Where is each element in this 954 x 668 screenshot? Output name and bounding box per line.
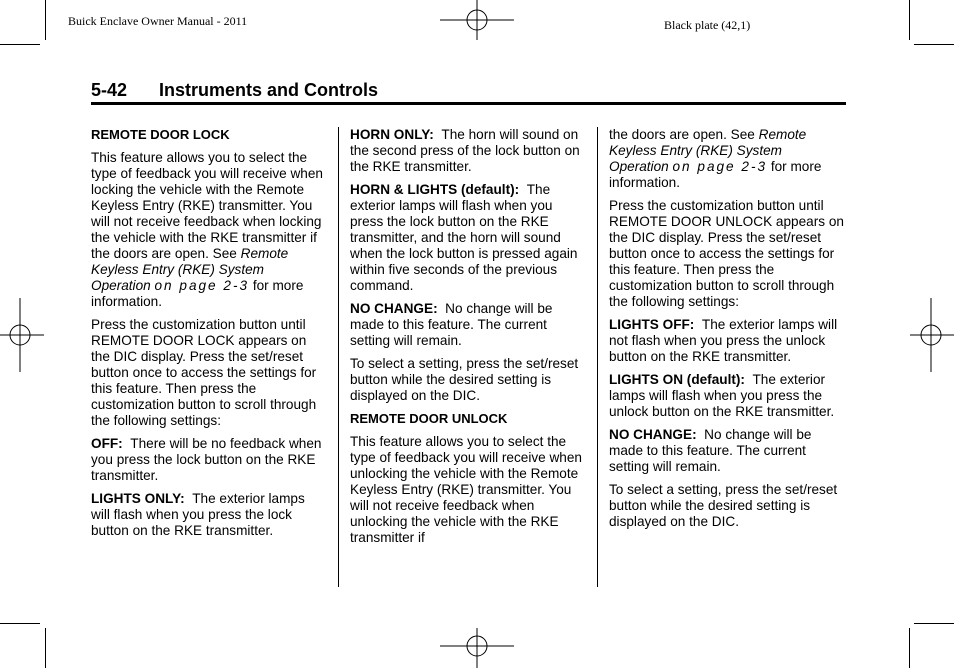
setting-text: The exterior lamps will flash when you press the unlock button on the RKE transmitter.	[609, 372, 835, 419]
cross-reference: Remote Keyless Entry (RKE) System Operation	[609, 127, 807, 174]
setting-text: There will be no feedback when you press the lock button on the RKE transmitter.	[91, 436, 322, 483]
setting-off	[91, 436, 327, 484]
heading-remote-door-lock: REMOTE DOOR LOCK	[91, 127, 230, 142]
registration-mark-icon	[0, 298, 44, 372]
paragraph: To select a setting, press the set/reset button while the desired setting is displayed on the DIC.	[609, 482, 838, 529]
setting-lights-off	[609, 317, 845, 365]
setting-label: OFF:	[91, 436, 123, 451]
setting-horn-lights	[350, 182, 586, 294]
setting-text: The exterior lamps will flash when you press the lock button on the RKE transmitter.	[91, 491, 305, 538]
page-title	[91, 80, 378, 101]
page-reference: on page 2-3	[154, 278, 250, 293]
crop-mark	[45, 628, 46, 668]
page-reference: on page 2-3	[672, 159, 768, 174]
text: for more information.	[91, 278, 304, 309]
paragraph	[609, 127, 845, 191]
setting-text: The exterior lamps will flash when you press the lock button on the RKE transmitter, and the horn will sound when the lock button is pressed again within five seconds of the previous command.	[350, 182, 578, 293]
setting-label: LIGHTS ON (default):	[609, 372, 745, 387]
registration-mark-icon	[910, 298, 954, 372]
setting-label: HORN & LIGHTS (default):	[350, 182, 520, 197]
setting-label: HORN ONLY:	[350, 127, 434, 142]
setting-label: LIGHTS ONLY:	[91, 491, 185, 506]
heading-remote-door-unlock: REMOTE DOOR UNLOCK	[350, 411, 508, 426]
column-3	[609, 127, 845, 537]
setting-horn-only	[350, 127, 586, 175]
paragraph: Press the customization button until REMOTE DOOR LOCK appears on the DIC display. Press the set/reset button once to access the settings for this feature. Then press the customization button to scroll through the following settings:	[91, 317, 317, 428]
crop-mark	[914, 44, 954, 45]
title-rule	[91, 102, 846, 105]
paragraph: This feature allows you to select the type of feedback you will receive when unlocking the vehicle with the Remote Keyless Entry (RKE) transmitter. You will not receive feedback when unlocking the vehicle with the RKE transmitter if	[350, 434, 582, 545]
cross-reference: Remote Keyless Entry (RKE) System Operation	[91, 246, 289, 293]
crop-mark	[0, 623, 40, 624]
paragraph: Press the customization button until REMOTE DOOR UNLOCK appears on the DIC display. Press the set/reset button once to access the settings for this feature. Then press the customization button to scroll through the following settings:	[609, 198, 844, 309]
column-1	[91, 127, 327, 546]
manual-title: Buick Enclave Owner Manual - 2011	[68, 14, 248, 28]
column-divider	[597, 127, 598, 587]
column-2	[350, 127, 586, 553]
crop-mark	[909, 0, 910, 40]
setting-lights-only	[91, 491, 327, 539]
setting-no-change	[609, 427, 845, 475]
text: for more information.	[609, 159, 822, 190]
setting-no-change	[350, 301, 586, 349]
setting-label: LIGHTS OFF:	[609, 317, 695, 332]
crop-mark	[0, 44, 40, 45]
crop-mark	[909, 628, 910, 668]
section-title: Instruments and Controls	[159, 80, 379, 100]
column-divider	[338, 127, 339, 587]
setting-text: No change will be made to this feature. The current setting will remain.	[609, 427, 812, 474]
paragraph: To select a setting, press the set/reset button while the desired setting is displayed on the DIC.	[350, 356, 579, 403]
setting-text: The horn will sound on the second press of the lock button on the RKE transmitter.	[350, 127, 580, 174]
text: the doors are open. See	[609, 127, 759, 142]
page-number: 5-42	[91, 80, 128, 100]
registration-mark-icon	[440, 624, 514, 668]
crop-mark	[45, 0, 46, 40]
setting-lights-on	[609, 372, 845, 420]
text: This feature allows you to select the type of feedback you will receive when locking the vehicle with the Remote Keyless Entry (RKE) transmitter. You will not receive feedback when locking the vehicle with the RKE transmitter if the doors are open. See	[91, 150, 323, 261]
setting-text: The exterior lamps will not flash when you press the unlock button on the RKE transmitter.	[609, 317, 838, 364]
paragraph	[91, 150, 327, 310]
registration-mark-icon	[440, 0, 514, 44]
setting-label: NO CHANGE:	[609, 427, 697, 442]
crop-mark	[914, 623, 954, 624]
setting-label: NO CHANGE:	[350, 301, 438, 316]
setting-text: No change will be made to this feature. The current setting will remain.	[350, 301, 553, 348]
plate-label: Black plate (42,1)	[664, 18, 751, 32]
